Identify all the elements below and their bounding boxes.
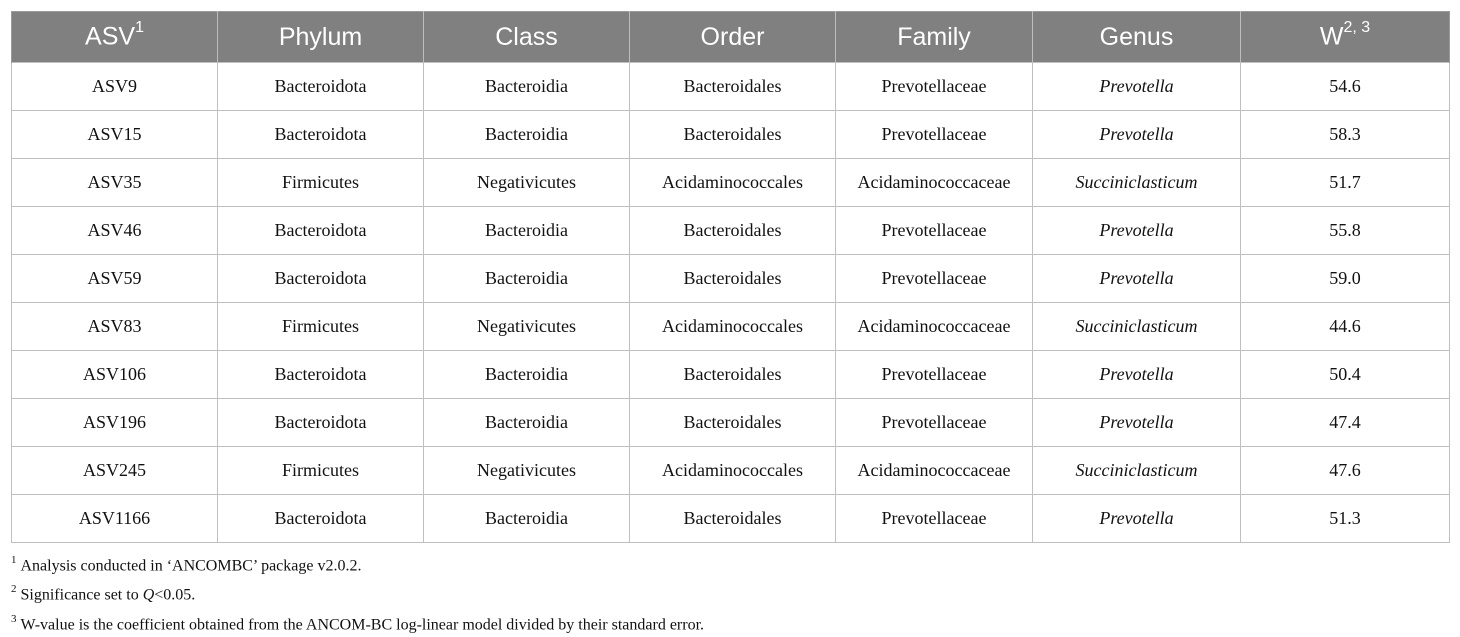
column-header-genus: Genus [1033, 12, 1241, 63]
table-container [11, 11, 1449, 637]
footnote-2 [11, 578, 1449, 607]
cell-genus: Prevotella [1033, 351, 1241, 399]
header-row [12, 12, 1450, 63]
table-row [12, 447, 1450, 495]
footnote-1 [11, 549, 1449, 578]
cell-asv: ASV15 [12, 111, 218, 159]
cell-class: Negativicutes [424, 447, 630, 495]
cell-phylum: Bacteroidota [218, 63, 424, 111]
cell-phylum: Bacteroidota [218, 255, 424, 303]
footnote-text: W-value is the coefficient obtained from the ANCOM-BC log-linear model divided by their standard error. [20, 615, 705, 633]
cell-genus: Prevotella [1033, 495, 1241, 543]
cell-w: 47.4 [1241, 399, 1450, 447]
column-header-class: Class [424, 12, 630, 63]
cell-phylum: Firmicutes [218, 303, 424, 351]
cell-class: Negativicutes [424, 303, 630, 351]
cell-order: Bacteroidales [630, 495, 836, 543]
cell-asv: ASV9 [12, 63, 218, 111]
cell-genus: Prevotella [1033, 207, 1241, 255]
cell-w: 55.8 [1241, 207, 1450, 255]
cell-phylum: Bacteroidota [218, 207, 424, 255]
column-header-order: Order [630, 12, 836, 63]
footnote-mark: 1 [11, 554, 17, 566]
footnote-text: <0.05. [154, 586, 196, 604]
cell-genus: Prevotella [1033, 111, 1241, 159]
cell-order: Bacteroidales [630, 111, 836, 159]
table-row [12, 495, 1450, 543]
cell-genus: Prevotella [1033, 63, 1241, 111]
column-header-family: Family [836, 12, 1033, 63]
cell-asv: ASV245 [12, 447, 218, 495]
cell-order: Bacteroidales [630, 207, 836, 255]
cell-class: Bacteroidia [424, 351, 630, 399]
cell-phylum: Firmicutes [218, 447, 424, 495]
cell-class: Bacteroidia [424, 111, 630, 159]
cell-w: 58.3 [1241, 111, 1450, 159]
footnote-q-symbol: Q [142, 586, 155, 604]
cell-class: Bacteroidia [424, 495, 630, 543]
table-footnotes [11, 549, 1449, 637]
cell-w: 50.4 [1241, 351, 1450, 399]
table-row [12, 111, 1450, 159]
cell-family: Prevotellaceae [836, 111, 1033, 159]
cell-family: Acidaminococcaceae [836, 159, 1033, 207]
cell-genus: Succiniclasticum [1033, 447, 1241, 495]
cell-genus: Succiniclasticum [1033, 303, 1241, 351]
cell-genus: Succiniclasticum [1033, 159, 1241, 207]
table-row [12, 63, 1450, 111]
table-row [12, 255, 1450, 303]
cell-w: 51.3 [1241, 495, 1450, 543]
cell-order: Bacteroidales [630, 351, 836, 399]
cell-phylum: Bacteroidota [218, 111, 424, 159]
footnote-mark: 2 [11, 583, 17, 596]
cell-family: Prevotellaceae [836, 351, 1033, 399]
cell-order: Bacteroidales [630, 255, 836, 303]
cell-class: Bacteroidia [424, 255, 630, 303]
cell-asv: ASV83 [12, 303, 218, 351]
cell-asv: ASV46 [12, 207, 218, 255]
table-row [12, 303, 1450, 351]
cell-asv: ASV59 [12, 255, 218, 303]
table-row [12, 159, 1450, 207]
cell-family: Prevotellaceae [836, 63, 1033, 111]
cell-asv: ASV1166 [12, 495, 218, 543]
cell-asv: ASV196 [12, 399, 218, 447]
table-row [12, 351, 1450, 399]
cell-family: Prevotellaceae [836, 399, 1033, 447]
cell-w: 59.0 [1241, 255, 1450, 303]
cell-genus: Prevotella [1033, 399, 1241, 447]
column-header-asv: ASV$^1$ [12, 12, 218, 63]
cell-order: Acidaminococcales [630, 159, 836, 207]
cell-order: Bacteroidales [630, 399, 836, 447]
cell-phylum: Bacteroidota [218, 495, 424, 543]
cell-class: Bacteroidia [424, 207, 630, 255]
cell-w: 47.6 [1241, 447, 1450, 495]
cell-asv: ASV35 [12, 159, 218, 207]
cell-w: 54.6 [1241, 63, 1450, 111]
cell-family: Acidaminococcaceae [836, 303, 1033, 351]
cell-genus: Prevotella [1033, 255, 1241, 303]
cell-w: 44.6 [1241, 303, 1450, 351]
cell-phylum: Bacteroidota [218, 351, 424, 399]
cell-class: Bacteroidia [424, 399, 630, 447]
cell-order: Acidaminococcales [630, 447, 836, 495]
cell-family: Prevotellaceae [836, 207, 1033, 255]
column-header-phylum: Phylum [218, 12, 424, 63]
cell-class: Negativicutes [424, 159, 630, 207]
footnote-text: Analysis conducted in ‘ANCOMBC’ package v2.0.2. [20, 557, 362, 575]
table-row [12, 399, 1450, 447]
footnote-text: Significance set to [20, 586, 143, 604]
table-row [12, 207, 1450, 255]
cell-order: Bacteroidales [630, 63, 836, 111]
footnote-3 [11, 608, 1449, 637]
footnote-mark: 3 [11, 612, 17, 625]
cell-w: 51.7 [1241, 159, 1450, 207]
cell-phylum: Bacteroidota [218, 399, 424, 447]
cell-family: Prevotellaceae [836, 495, 1033, 543]
asv-table [11, 11, 1450, 543]
cell-asv: ASV106 [12, 351, 218, 399]
column-header-w: W$^{2, 3}$ [1241, 12, 1450, 63]
cell-class: Bacteroidia [424, 63, 630, 111]
cell-family: Prevotellaceae [836, 255, 1033, 303]
cell-order: Acidaminococcales [630, 303, 836, 351]
cell-family: Acidaminococcaceae [836, 447, 1033, 495]
cell-phylum: Firmicutes [218, 159, 424, 207]
